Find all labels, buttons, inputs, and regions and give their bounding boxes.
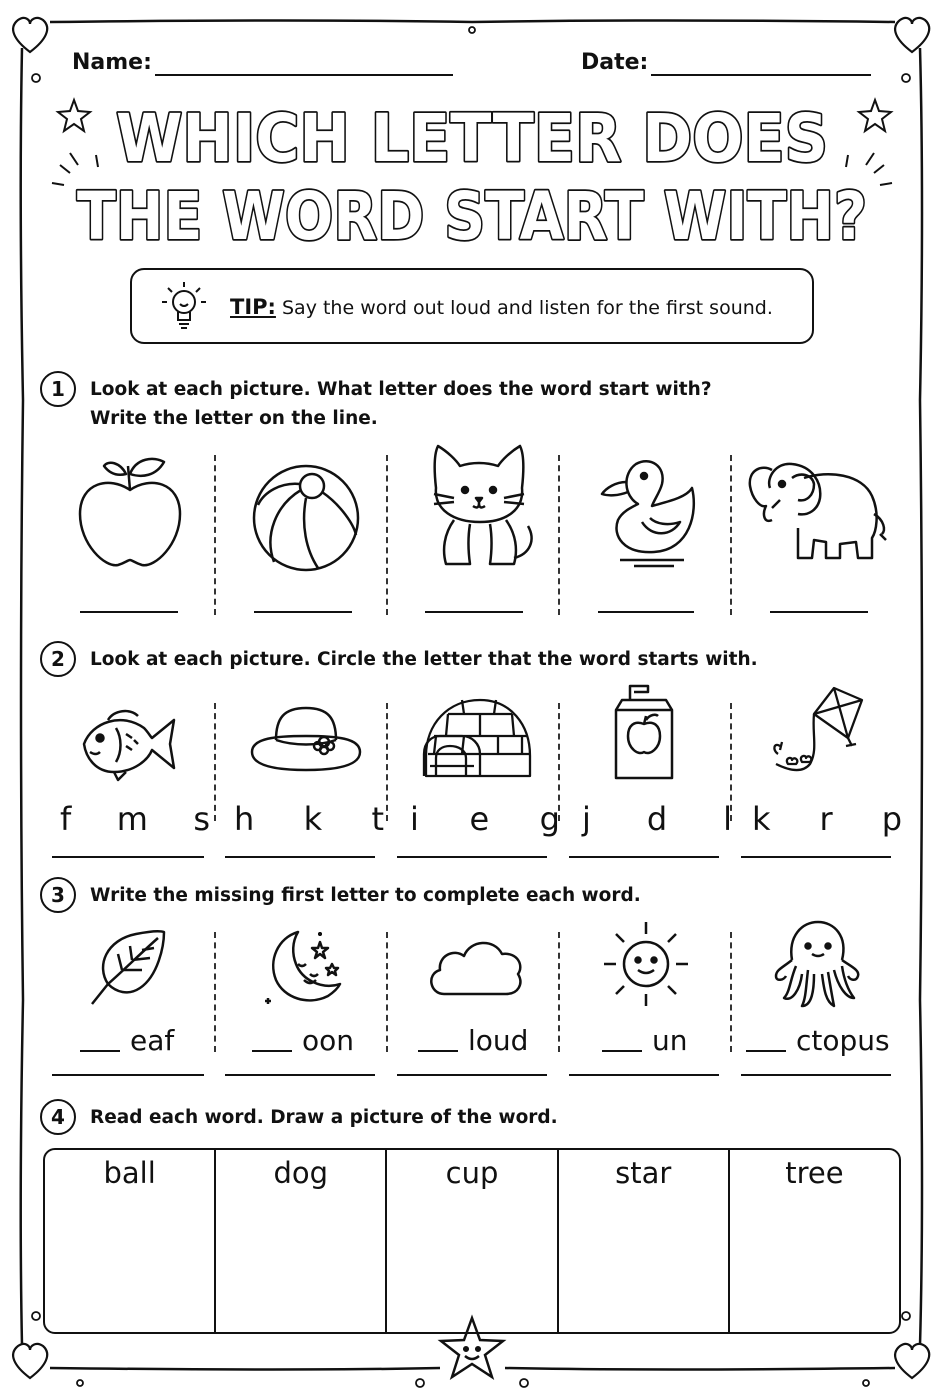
lightbulb-icon [154,280,214,336]
sun-icon [600,918,692,1010]
choice-letter[interactable]: d [646,800,668,838]
section-1-instruction-line-2: Write the letter on the line. [90,408,378,429]
choice-letter[interactable]: l [723,800,732,838]
section-1-instruction-line-1: Look at each picture. What letter does the word start with? [90,379,712,400]
word-cloud: loud [418,1024,528,1057]
section-4-instruction: Read each word. Draw a picture of the word. [90,1107,558,1128]
answer-line-duck[interactable] [598,611,694,613]
date-input-line[interactable] [651,74,871,76]
missing-letter-blank[interactable] [602,1050,642,1052]
missing-letter-blank[interactable] [418,1050,458,1052]
section-4-number: 4 [40,1099,76,1135]
tip-box [130,268,814,344]
choice-letter[interactable]: h [234,800,255,838]
star-icon [58,100,90,131]
kite-icon [768,684,868,784]
choice-letter[interactable]: s [193,800,210,838]
draw-word: star [615,1156,672,1190]
moon-icon [258,924,348,1010]
choice-letter[interactable]: k [752,800,771,838]
draw-box-tree[interactable] [730,1150,899,1332]
answer-line-elephant[interactable] [770,611,868,613]
cat-icon [420,440,540,570]
choice-letter[interactable]: i [410,800,419,838]
juice-box-icon [608,682,678,782]
word-moon: oon [252,1024,354,1057]
section-1-instruction [90,375,712,433]
title-line-1: WHICH LETTER DOES [116,100,828,177]
name-input-line[interactable] [155,74,453,76]
section-1-number: 1 [40,371,76,407]
ball-icon [246,460,366,580]
star-icon [859,100,891,131]
section-2-number: 2 [40,641,76,677]
draw-word: dog [273,1156,329,1190]
draw-word: tree [785,1156,844,1190]
choices-igloo [410,800,560,838]
choice-letter[interactable]: f [60,800,72,838]
section-3-instruction: Write the missing first letter to complete each word. [90,885,641,906]
choice-letter[interactable]: t [371,800,384,838]
worksheet-title [0,95,944,255]
draw-box-ball[interactable] [45,1150,216,1332]
choice-letter[interactable]: g [539,800,560,838]
section-3-number: 3 [40,877,76,913]
choice-letter[interactable]: e [469,800,490,838]
choice-letter[interactable]: r [819,800,833,838]
word-octopus: ctopus [746,1024,890,1057]
drawing-table [43,1148,901,1334]
choice-letter[interactable]: p [881,800,902,838]
choice-letter[interactable]: k [303,800,323,838]
answer-line-ball[interactable] [254,611,352,613]
word-sun: un [602,1024,688,1057]
fish-icon [78,706,178,782]
missing-letter-blank[interactable] [80,1050,120,1052]
choice-letter[interactable]: m [116,800,148,838]
choices-fish [60,800,210,838]
choices-juice [582,800,732,838]
missing-letter-blank[interactable] [746,1050,786,1052]
igloo-icon [418,696,536,780]
apple-icon [70,452,190,572]
elephant-icon [742,448,892,568]
tip-label: TIP: [230,295,276,319]
draw-word: ball [103,1156,156,1190]
section-2-instruction: Look at each picture. Circle the letter that the word starts with. [90,649,758,670]
missing-letter-blank[interactable] [252,1050,292,1052]
date-label: Date: [581,50,649,75]
draw-box-star[interactable] [559,1150,730,1332]
answer-line-apple[interactable] [80,611,178,613]
tip-text: Say the word out loud and listen for the first sound. [282,297,773,319]
draw-box-dog[interactable] [216,1150,387,1332]
choices-hat [234,800,384,838]
title-line-2: THE WORD START WITH? [77,178,867,255]
draw-word: cup [445,1156,499,1190]
choice-letter[interactable]: j [582,800,591,838]
duck-icon [594,452,714,572]
answer-line-cat[interactable] [425,611,523,613]
name-label: Name: [72,50,152,75]
leaf-icon [88,926,168,1006]
word-leaf: eaf [80,1024,174,1057]
hat-icon [246,704,366,774]
cloud-icon [424,934,524,998]
octopus-icon [772,918,862,1010]
choices-kite [752,800,902,838]
draw-box-cup[interactable] [387,1150,558,1332]
